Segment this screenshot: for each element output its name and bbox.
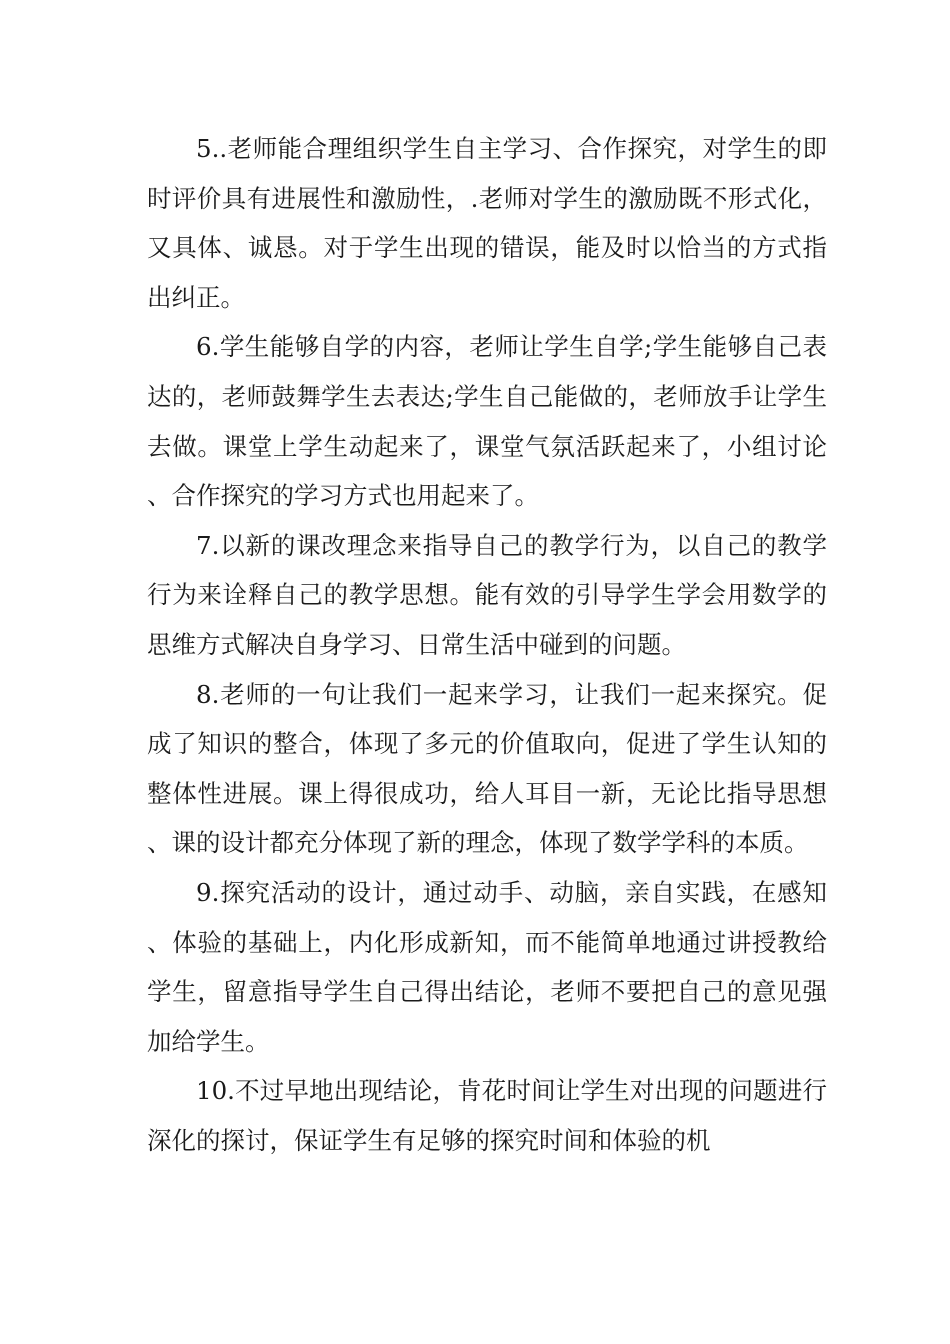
paragraph-8: 8.老师的一句让我们一起来学习，让我们一起来探究。促成了知识的整合，体现了多元的价值取向，促进了学生认知的整体性进展。课上得很成功，给人耳目一新，无论比指导思想、课的设计都充分体现了新的理念，体现了数学学科的本质。 [147, 679, 827, 858]
paragraph-6: 6.学生能够自学的内容，老师让学生自学;学生能够自己表达的，老师鼓舞学生去表达;学生自己能做的，老师放手让学生去做。课堂上学生动起来了，课堂气氛活跃起来了，小组讨论、合作探究的学习方式也用起来了。 [147, 332, 827, 511]
paragraph-9: 9.探究活动的设计，通过动手、动脑，亲自实践，在感知、体验的基础上，内化形成新知，而不能简单地通过讲授教给学生，留意指导学生自己得出结论，老师不要把自己的意见强加给学生。 [147, 877, 827, 1056]
paragraph-5: 5..老师能合理组织学生自主学习、合作探究，对学生的即时评价具有进展性和激励性，.老师对学生的激励既不形式化，又具体、诚恳。对于学生出现的错误，能及时以恰当的方式指出纠正。 [147, 134, 827, 312]
paragraph-10: 10.不过早地出现结论，肯花时间让学生对出现的问题进行深化的探讨，保证学生有足够的探究时间和体验的机 [147, 1076, 827, 1155]
paragraph-7: 7.以新的课改理念来指导自己的教学行为，以自己的教学行为来诠释自己的教学思想。能有效的引导学生学会用数学的思维方式解决自身学习、日常生活中碰到的问题。 [147, 530, 827, 659]
document-body [147, 124, 827, 1165]
